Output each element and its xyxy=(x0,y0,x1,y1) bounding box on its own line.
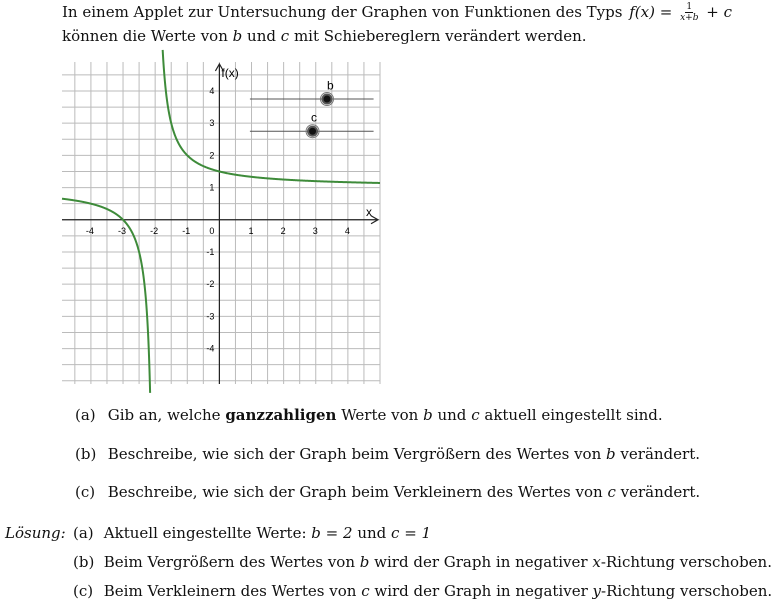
x-tick-label: 3 xyxy=(312,225,318,236)
var-b: b xyxy=(232,27,243,45)
x-tick-label: -1 xyxy=(182,225,191,236)
intro-text-c: mit Schiebereglern verändert werden. xyxy=(293,27,587,45)
fraction-numerator: 1 xyxy=(686,1,693,12)
solution-item-label: (a) xyxy=(73,524,94,542)
x-tick-label: 1 xyxy=(248,225,254,236)
solution-item-label: (b) xyxy=(73,553,95,571)
var-y: y xyxy=(592,582,602,600)
intro-text-part1: In einem Applet zur Untersuchung der Graphen von Funktionen des Typs xyxy=(62,3,623,21)
function-rhs: + c xyxy=(706,3,732,21)
y-tick-label: 3 xyxy=(209,118,215,129)
question-text: Beschreibe, wie sich der Graph beim Vergrößern des Wertes von xyxy=(107,445,602,463)
slider-b-knob xyxy=(323,95,332,104)
solution-text: und xyxy=(357,524,387,542)
var-c: c xyxy=(471,406,480,424)
question-text: Gib an, welche xyxy=(107,406,221,424)
solution-eq-b: b = 2 xyxy=(311,524,353,542)
solution-eq-c: c = 1 xyxy=(391,524,432,542)
y-tick-label: -1 xyxy=(206,246,215,257)
slider-b-label: b xyxy=(327,78,334,93)
y-tick-label: -4 xyxy=(206,343,215,354)
solution-a xyxy=(73,524,431,542)
solution-text: wird der Graph in negativer xyxy=(374,582,588,600)
y-axis-label: f(x) xyxy=(221,66,239,80)
solution-text: wird der Graph in negativer xyxy=(374,553,588,571)
question-label: (c) xyxy=(75,483,96,501)
sliders xyxy=(250,78,374,137)
var-b: b xyxy=(606,445,616,463)
x-tick-label: 0 xyxy=(209,225,215,236)
grid xyxy=(62,62,380,384)
task-intro xyxy=(62,0,732,48)
function-definition xyxy=(629,0,732,24)
question-text: verändert. xyxy=(620,445,700,463)
var-b: b xyxy=(359,553,370,571)
intro-text-b: und xyxy=(247,27,276,45)
question-text: aktuell eingestellt sind. xyxy=(484,406,663,424)
axes xyxy=(62,64,378,384)
var-x: x xyxy=(592,553,601,571)
y-tick-label: 1 xyxy=(209,182,215,193)
x-tick-label: 2 xyxy=(280,225,286,236)
question-a xyxy=(75,406,663,424)
y-tick-label: -2 xyxy=(206,279,215,290)
x-tick-label: -4 xyxy=(85,225,94,236)
x-tick-label: 4 xyxy=(344,225,350,236)
question-label: (b) xyxy=(75,445,97,463)
slider-c-label: c xyxy=(310,110,317,125)
question-bold: ganzzahligen xyxy=(225,406,337,424)
var-b: b xyxy=(423,406,433,424)
solution-b xyxy=(73,553,772,571)
function-fraction xyxy=(679,2,699,23)
x-tick-label: -3 xyxy=(118,225,127,236)
solution-text: -Richtung verschoben. xyxy=(601,582,772,600)
question-text: und xyxy=(437,406,467,424)
question-b xyxy=(75,445,700,463)
y-tick-label: 2 xyxy=(209,150,215,161)
y-tick-label: -3 xyxy=(206,311,215,322)
function-lhs: f(x) = xyxy=(629,3,673,21)
x-axis-label: x xyxy=(366,204,372,219)
solution-item-label: (c) xyxy=(73,582,94,600)
intro-line-1 xyxy=(62,0,732,24)
question-text: Beschreibe, wie sich der Graph beim Verkleinern des Wertes von xyxy=(107,483,603,501)
question-text: Werte von xyxy=(341,406,419,424)
fraction-denominator: x+b xyxy=(680,12,699,23)
solution-label: Lösung: xyxy=(5,524,66,542)
solution-c xyxy=(73,582,772,600)
question-text: verändert. xyxy=(620,483,701,501)
solution-text: Beim Vergrößern des Wertes von xyxy=(103,553,355,571)
x-tick-label: -2 xyxy=(150,225,159,236)
function-graph xyxy=(62,62,380,384)
solution-text: -Richtung verschoben. xyxy=(600,553,772,571)
intro-line-2 xyxy=(62,24,732,48)
slider-c-knob xyxy=(308,127,317,136)
solution-text: Aktuell eingestellte Werte: xyxy=(103,524,307,542)
var-c: c xyxy=(607,483,616,501)
solution-text: Beim Verkleinern des Wertes von xyxy=(103,582,357,600)
y-tick-label: 4 xyxy=(209,85,215,96)
question-c xyxy=(75,483,700,501)
var-c: c xyxy=(361,582,370,600)
var-c: c xyxy=(280,27,290,45)
question-label: (a) xyxy=(75,406,96,424)
intro-text-a: können die Werte von xyxy=(62,27,228,45)
